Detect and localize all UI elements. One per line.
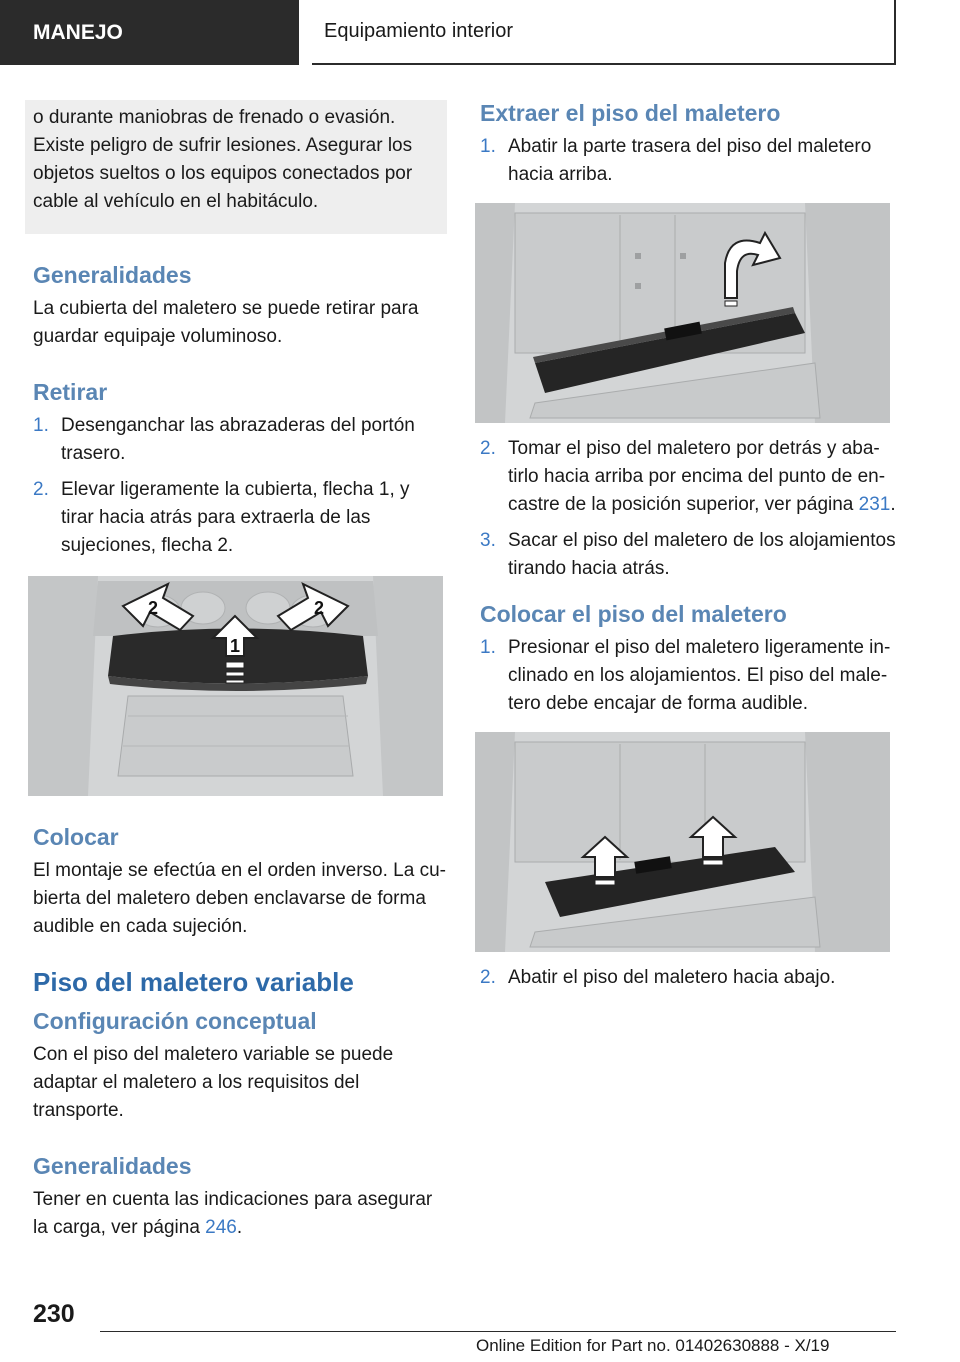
footer-divider (100, 1331, 896, 1332)
list-item: 2. Elevar ligeramente la cubierta, flecha 1, y tirar hacia atrás para extraerla de las sujeciones, flecha 2. (33, 479, 410, 556)
page-link[interactable]: 246 (205, 1217, 237, 1238)
heading-configuracion: Configuración conceptual (33, 1008, 317, 1034)
heading-extraer: Extraer el piso del maletero (480, 100, 781, 126)
list-item: 2. Abatir el piso del maletero hacia abajo. (480, 967, 836, 988)
arrow-2-left-label: 2 (148, 598, 159, 618)
list-item: 1. Abatir la parte trasera del piso del maletero hacia arriba. (480, 136, 872, 185)
heading-piso-variable: Piso del maletero variable (33, 967, 354, 997)
heading-retirar: Retirar (33, 379, 108, 405)
page-number: 230 (33, 1300, 75, 1328)
floor-lift-figure (475, 203, 890, 423)
colocar-piso-steps-a (480, 634, 896, 718)
heading-colocar: Colocar (33, 824, 119, 850)
list-item: 2. Tomar el piso del maletero por detrás y abatirlo hacia arriba por encima del punto de encastre de la posición superior, ver página 231. (480, 438, 896, 515)
arrow-1-label: 1 (229, 636, 241, 656)
generalidades-2-text: Tener en cuenta las indicaciones para asegurar la carga, ver página 246. (33, 1189, 433, 1238)
retirar-steps (33, 412, 447, 560)
right-column (480, 100, 896, 1000)
section-tab[interactable]: MANEJO (0, 0, 299, 65)
configuracion-text: Con el piso del maletero variable se puede adaptar el maletero a los requisitos del transporte. (33, 1044, 394, 1121)
chapter-title: Equipamiento interior (312, 0, 896, 65)
warning-note-text: o durante maniobras de frenado o evasión. Existe peligro de sufrir lesiones. Asegurar los objetos sueltos o los equipos conectados por cable al vehículo en el habitáculo. (33, 107, 413, 212)
trunk-cover-figure (28, 576, 443, 796)
heading-generalidades: Generalidades (33, 262, 192, 288)
list-item: 1. Presionar el piso del maletero ligeramente inclinado en los alojamientos. El piso del maletero debe encajar de forma audible. (480, 637, 891, 714)
warning-note (25, 100, 447, 234)
floor-insert-figure (475, 732, 890, 952)
generalidades-text: La cubierta del maletero se puede retirar para guardar equipaje voluminoso. (33, 298, 419, 347)
left-column (33, 100, 447, 1242)
heading-colocar-piso: Colocar el piso del maletero (480, 601, 787, 627)
list-item: 1. Desenganchar las abrazaderas del portón trasero. (33, 415, 415, 464)
edition-footer: Online Edition for Part no. 01402630888 - X/19 (476, 1336, 830, 1355)
extraer-steps-b (480, 435, 896, 583)
heading-generalidades-2: Generalidades (33, 1153, 192, 1179)
colocar-piso-steps-b (480, 964, 896, 992)
colocar-text: El montaje se efectúa en el orden inverso. La cubierta del maletero deben enclavarse de forma audible en cada sujeción. (33, 860, 446, 937)
extraer-steps-a (480, 133, 896, 189)
page-link[interactable]: 231 (858, 494, 891, 515)
list-item: 3. Sacar el piso del maletero de los alojamientos tirando hacia atrás. (480, 530, 896, 579)
arrow-2-right-label: 2 (314, 598, 325, 618)
